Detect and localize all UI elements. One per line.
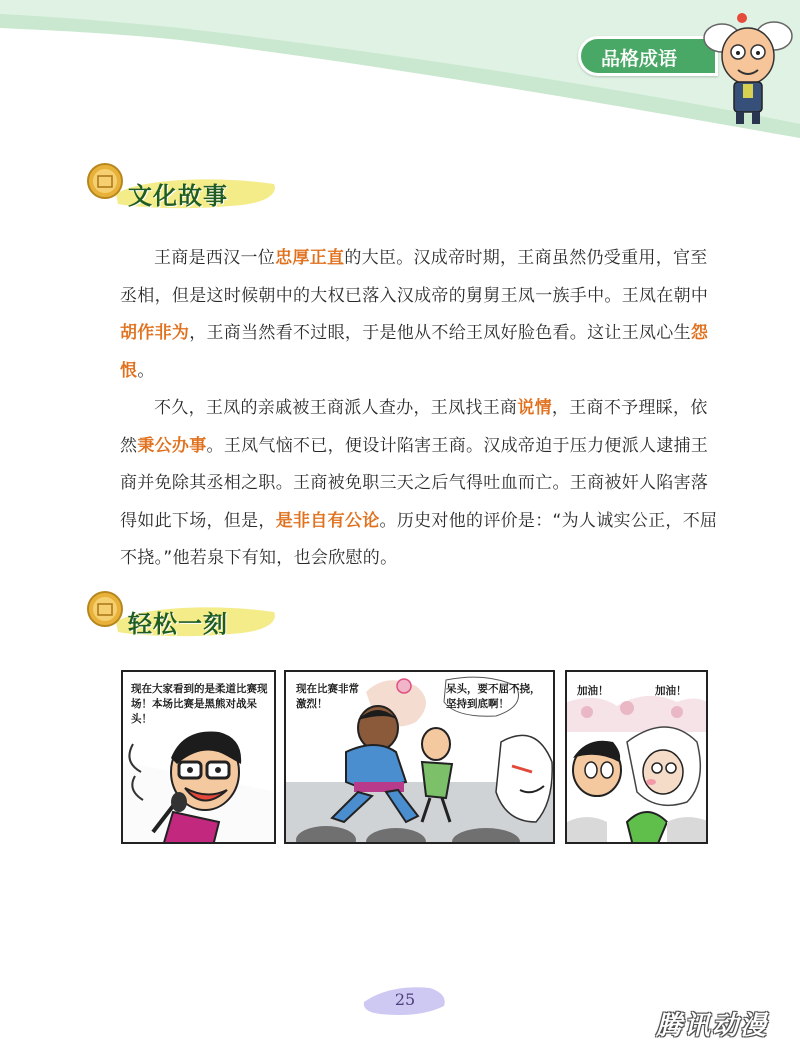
comic-panel-2 <box>284 670 555 844</box>
highlighted-term: 是非自有公论 <box>275 510 380 531</box>
watermark-logo: 腾讯动漫 <box>656 1011 769 1041</box>
story-text-segment: ，王商不予理睬，依然 <box>120 398 708 456</box>
story-paragraph-1 <box>120 240 720 390</box>
story-text-segment: 。历史对他的评价是：“为人诚实公正，不屈不挠。”他若泉下有知，也会欣慰的。 <box>120 510 718 568</box>
panel-1-caption: 现在大家看到的是柔道比赛现场！本场比赛是黑熊对战呆头！ <box>131 683 268 725</box>
coin-icon <box>86 590 124 628</box>
story-body <box>120 240 720 578</box>
header-tag-label: 品格成语 <box>601 48 678 70</box>
story-paragraph-2 <box>120 390 720 578</box>
story-text-segment: 。 <box>137 360 155 381</box>
highlighted-term: 怨恨 <box>120 323 709 381</box>
story-text-segment: 不久，王凤的亲戚被王商派人查办，王凤找王商 <box>154 398 518 418</box>
highlighted-term: 胡作非为 <box>120 323 190 343</box>
section-title-culture: 文化故事 <box>128 182 228 210</box>
page-number: 25 <box>394 990 416 1009</box>
highlighted-term: 秉公办事 <box>137 435 207 456</box>
section-title-relax: 轻松一刻 <box>128 610 228 638</box>
panel-3-left-caption: 加油！ <box>577 685 609 697</box>
panel-2-right-caption: 呆头，要不屈不挠，坚持到底啊！ <box>446 683 541 710</box>
section-heading-culture-story <box>86 162 306 218</box>
story-text-segment: 王商是西汉一位 <box>154 248 276 268</box>
page-number-badge <box>360 980 450 1020</box>
comic-panel-1 <box>121 670 276 844</box>
mascot-illustration <box>694 8 800 126</box>
comic-panel-3 <box>565 670 708 844</box>
highlighted-term: 说情 <box>517 398 552 418</box>
story-text-segment: ，王商当然看不过眼，于是他从不给王凤好脸色看。这让王凤心生 <box>189 323 691 343</box>
panel-3-right-caption: 加油！ <box>655 685 687 697</box>
story-text-segment: 。王凤气恼不已，便设计陷害王商。汉成帝迫于压力便派人逮捕王商并免除其丞相之职。王商被免职三天之后气得吐血而亡。王商被奸人陷害落得如此下场，但是， <box>120 435 709 531</box>
story-text-segment: 的大臣。汉成帝时期，王商虽然仍受重用，官至丞相，但是这时候朝中的大权已落入汉成帝的舅舅王凤一族手中。王凤在朝中 <box>120 248 709 306</box>
coin-icon <box>86 162 124 200</box>
panel-2-left-caption: 现在比赛非常激烈！ <box>296 683 359 710</box>
section-heading-relax-moment <box>86 590 306 646</box>
highlighted-term: 忠厚正直 <box>275 248 345 268</box>
